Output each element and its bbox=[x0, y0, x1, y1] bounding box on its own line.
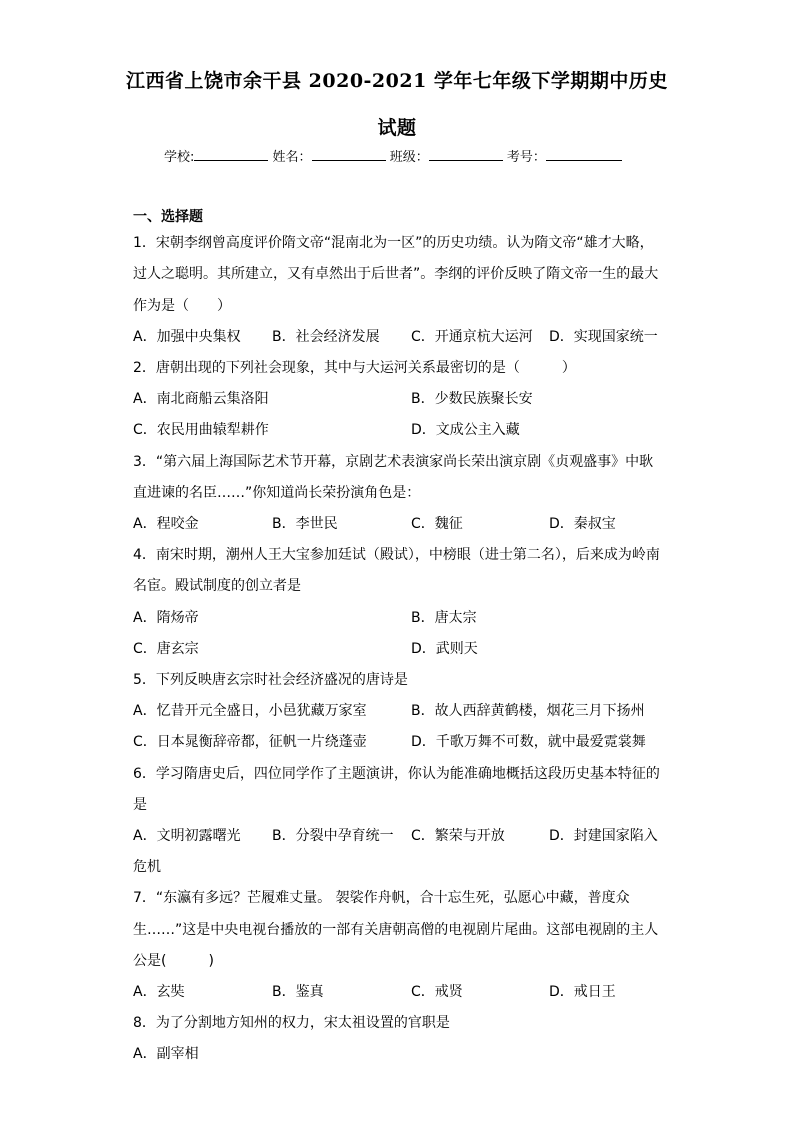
question-8-option-a[interactable]: A．副宰相 bbox=[133, 1046, 199, 1062]
exam-number-label: 考号： bbox=[506, 150, 546, 165]
question-6-option-c[interactable]: C．繁荣与开放 bbox=[411, 828, 505, 844]
question-4-option-d[interactable]: D．武则天 bbox=[411, 641, 478, 657]
question-3-option-d[interactable]: D．秦叔宝 bbox=[549, 516, 616, 532]
question-2-option-c[interactable]: C．农民用曲辕犁耕作 bbox=[133, 422, 269, 438]
question-4-line-1: 4．南宋时期，潮州人王大宝参加廷试（殿试），中榜眼（进士第二名），后来成为岭南 bbox=[133, 547, 660, 563]
question-6-option-d-continued: 危机 bbox=[133, 859, 161, 875]
question-4-option-b[interactable]: B．唐太宗 bbox=[411, 610, 477, 626]
question-1-line-3: 作为是（ ） bbox=[133, 298, 231, 314]
question-7-line-2: 生……”这是中央电视台播放的一部有关唐朝高僧的电视剧片尾曲。这部电视剧的主人 bbox=[133, 922, 659, 938]
question-1-option-c[interactable]: C．开通京杭大运河 bbox=[411, 329, 533, 345]
question-5-option-a[interactable]: A．忆昔开元全盛日，小邑犹藏万家室 bbox=[133, 703, 367, 719]
question-5-option-b[interactable]: B．故人西辞黄鹤楼，烟花三月下扬州 bbox=[411, 703, 645, 719]
question-3-line-1: 3．“第六届上海国际艺术节开幕，京剧艺术表演家尚长荣出演京剧《贞观盛事》中耿 bbox=[133, 454, 654, 470]
question-3-option-c[interactable]: C．魏征 bbox=[411, 516, 463, 532]
question-7-option-c[interactable]: C．戒贤 bbox=[411, 984, 463, 1000]
exam-title-line-1: 江西省上饶市余干县 2020-2021 学年七年级下学期期中历史 bbox=[126, 70, 668, 92]
question-1-line-2: 过人之聪明。其所建立，又有卓然出于后世者”。李纲的评价反映了隋文帝一生的最大 bbox=[133, 266, 659, 282]
question-2-option-d[interactable]: D．文成公主入藏 bbox=[411, 422, 520, 438]
question-7-line-1: 7．“东瀛有多远？芒履难丈量。 袈裟作舟帆，合十忘生死，弘愿心中藏，普度众 bbox=[133, 890, 630, 906]
question-2-option-a[interactable]: A．南北商船云集洛阳 bbox=[133, 391, 269, 407]
question-7-option-d[interactable]: D．戒日王 bbox=[549, 984, 616, 1000]
section-title: 一、选择题 bbox=[133, 209, 203, 225]
question-2-line-1: 2．唐朝出现的下列社会现象，其中与大运河关系最密切的是（ ） bbox=[133, 360, 576, 376]
question-4-option-c[interactable]: C．唐玄宗 bbox=[133, 641, 199, 657]
school-blank[interactable] bbox=[194, 148, 268, 161]
exam-number-blank[interactable] bbox=[546, 148, 622, 161]
question-6-line-1: 6．学习隋唐史后，四位同学作了主题演讲，你认为能准确地概括这段历史基本特征的 bbox=[133, 766, 660, 782]
exam-title-line-2: 试题 bbox=[377, 117, 417, 139]
question-1-option-a[interactable]: A．加强中央集权 bbox=[133, 329, 241, 345]
school-label: 学校: bbox=[164, 150, 195, 165]
question-5-option-c[interactable]: C．日本晁衡辞帝都，征帆一片绕蓬壶 bbox=[133, 734, 367, 750]
name-label: 姓名： bbox=[272, 150, 312, 165]
class-blank[interactable] bbox=[429, 148, 503, 161]
question-8-line-1: 8．为了分割地方知州的权力，宋太祖设置的官职是 bbox=[133, 1015, 450, 1031]
question-6-line-2: 是 bbox=[133, 797, 147, 813]
student-info-row bbox=[164, 146, 644, 165]
question-2-option-b[interactable]: B．少数民族聚长安 bbox=[411, 391, 533, 407]
question-3-line-2: 直进谏的名臣……”你知道尚长荣扮演角色是： bbox=[133, 485, 421, 501]
question-6-option-d[interactable]: D．封建国家陷入 bbox=[549, 828, 658, 844]
question-5-line-1: 5．下列反映唐玄宗时社会经济盛况的唐诗是 bbox=[133, 672, 408, 688]
question-7-option-b[interactable]: B．鉴真 bbox=[272, 984, 324, 1000]
question-3-option-a[interactable]: A．程咬金 bbox=[133, 516, 199, 532]
question-1-line-1: 1．宋朝李纲曾高度评价隋文帝“混南北为一区”的历史功绩。认为隋文帝“雄才大略， bbox=[133, 235, 654, 251]
question-7-option-a[interactable]: A．玄奘 bbox=[133, 984, 185, 1000]
question-6-option-a[interactable]: A．文明初露曙光 bbox=[133, 828, 241, 844]
question-5-option-d[interactable]: D．千歌万舞不可数，就中最爱霓裳舞 bbox=[411, 734, 646, 750]
name-blank[interactable] bbox=[312, 148, 386, 161]
class-label: 班级： bbox=[389, 150, 429, 165]
question-4-line-2: 名宦。殿试制度的创立者是 bbox=[133, 578, 301, 594]
question-1-option-d[interactable]: D．实现国家统一 bbox=[549, 329, 658, 345]
question-7-line-3: 公是( ) bbox=[133, 953, 214, 969]
question-6-option-b[interactable]: B．分裂中孕育统一 bbox=[272, 828, 394, 844]
question-1-option-b[interactable]: B．社会经济发展 bbox=[272, 329, 380, 345]
question-3-option-b[interactable]: B．李世民 bbox=[272, 516, 338, 532]
question-4-option-a[interactable]: A．隋炀帝 bbox=[133, 610, 199, 626]
